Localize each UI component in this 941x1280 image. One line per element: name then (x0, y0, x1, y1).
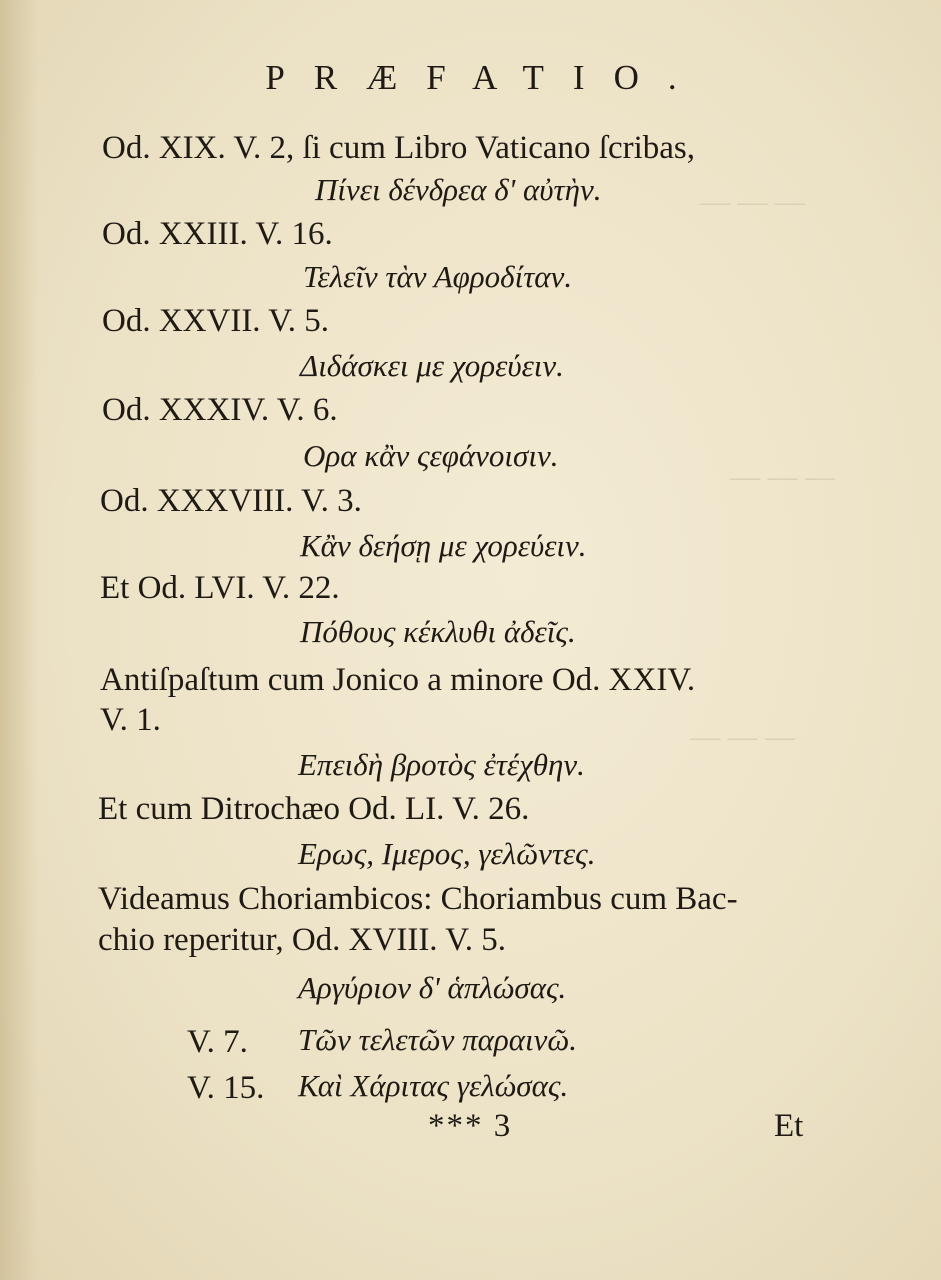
greek-verse-line: Κἂν δεήσῃ με χορεύειν. (300, 528, 587, 563)
greek-verse-line: Ερως, Ιμερος, γελῶντες. (298, 836, 596, 871)
greek-verse-line: Διδάσκει με χορεύειν. (300, 348, 564, 383)
text-line: Od. XXXIV. V. 6. (102, 392, 338, 428)
signature-mark: *** 3 (428, 1108, 513, 1144)
text-line: Antiſpaſtum cum Jonico a minore Od. XXIV. (100, 662, 696, 698)
text-line: Od. XXXVIII. V. 3. (100, 483, 362, 519)
greek-verse-line: Πόθους κέκλυθι ἀδεῖς. (300, 614, 576, 649)
greek-verse-line: Αργύριον δ' ἁπλώσας. (298, 970, 567, 1005)
catchword: Et (774, 1108, 804, 1144)
text-line: V. 1. (100, 702, 161, 738)
show-through-text: — — — (690, 720, 795, 753)
text-line: Od. XIX. V. 2, ſi cum Libro Vaticano ſcribas, (102, 130, 696, 166)
verse-reference: V. 7. (187, 1024, 248, 1060)
greek-verse-line: Τῶν τελετῶν παραινῶ. (298, 1022, 578, 1057)
greek-verse-line: Τελεῖν τὰν Αφροδίταν. (303, 259, 573, 294)
page-edge-shadow (0, 0, 38, 1280)
greek-verse-line: Καὶ Χάριτας γελώσας. (298, 1068, 569, 1103)
greek-verse-line: Ορα κἂν ςεφάνοισιν. (303, 438, 559, 473)
show-through-text: — — — (730, 460, 835, 493)
show-through-text: — — — (700, 185, 805, 218)
text-line: chio reperitur, Od. XVIII. V. 5. (98, 922, 507, 958)
text-line: Et cum Ditrochæo Od. LI. V. 26. (98, 791, 530, 827)
verse-reference: V. 15. (187, 1070, 265, 1106)
text-line: Od. XXIII. V. 16. (102, 216, 333, 252)
greek-verse-line: Επειδὴ βροτὸς ἐτέχθην. (298, 747, 585, 782)
page-title: PRÆFATIO. (265, 58, 706, 97)
text-line: Videamus Choriambicos: Choriambus cum Bac- (98, 881, 738, 917)
text-line: Et Od. LVI. V. 22. (100, 570, 340, 606)
greek-verse-line: Πίνει δένδρεα δ' αὐτὴν. (315, 172, 602, 207)
text-line: Od. XXVII. V. 5. (102, 303, 330, 339)
